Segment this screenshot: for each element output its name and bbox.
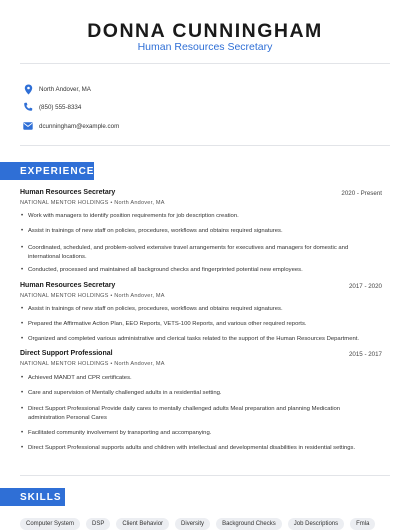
job-dates: 2020 - Present	[341, 190, 382, 197]
job-dates: 2015 - 2017	[348, 351, 382, 358]
location-text: North Andover, MA	[39, 85, 91, 93]
phone-text: (850) 555-8334	[39, 103, 82, 111]
bullet-item: • Assist in trainings of new staff on policies, procedures, workflows and obtains required signatures.	[20, 227, 382, 236]
company-name: NATIONAL MENTOR HOLDINGS	[20, 293, 109, 299]
skill-chip: Fmla	[350, 518, 375, 530]
company-name: NATIONAL MENTOR HOLDINGS	[20, 361, 109, 367]
divider	[20, 145, 390, 146]
job-company	[20, 361, 165, 367]
divider	[20, 475, 390, 476]
bullet-item: • Direct Support Professional supports adults and children with intellectual and developmental disabilities in residential settings.	[20, 444, 382, 453]
bullet-item: • Conducted, processed and maintained all background checks and fingerprinted potential new employees.	[20, 266, 382, 275]
bullet-item: • Achieved MANDT and CPR certificates.	[20, 374, 382, 383]
contact-location	[22, 82, 91, 96]
bullet-item: • Organized and completed various administrative and clerical tasks related to the support of the Human Resources Department.	[20, 335, 382, 344]
bullet-item: • Direct Support Professional Provide daily cares to mentally challenged adults Meal preparation and planning Medication	[20, 405, 382, 414]
bullet-item: • Facilitated community involvement by transporting and accompanying.	[20, 429, 382, 438]
bullet-item: • Assist in trainings of new staff on policies, procedures, workflows and obtains required signatures.	[20, 305, 382, 314]
job-title: Human Resources Secretary	[20, 189, 116, 196]
skill-chip: Diversity	[175, 518, 210, 530]
bullet-item: • Care and supervision of Mentally challenged adults in a residential setting.	[20, 389, 382, 398]
bullet-item: • Prepared the Affirmative Action Plan, EEO Reports, VETS-100 Reports, and various other required reports.	[20, 320, 382, 329]
contact-email	[22, 119, 119, 133]
company-location: • North Andover, MA	[110, 361, 165, 367]
email-text[interactable]: dcunningham@example.com	[39, 122, 120, 130]
job-company	[20, 293, 165, 299]
skill-chip: Computer System	[20, 518, 80, 530]
job-title: Human Resources Secretary	[20, 282, 116, 289]
skill-chip: Job Descriptions	[288, 518, 344, 530]
company-location: • North Andover, MA	[110, 200, 165, 206]
contact-phone	[22, 100, 81, 114]
skill-chip: Client Behavior	[116, 518, 169, 530]
bullet-item-continuation: international locations.	[28, 254, 87, 260]
candidate-title: Human Resources Secretary	[137, 41, 273, 53]
job-dates: 2017 - 2020	[348, 283, 382, 290]
bullet-item-continuation: administration Personal Cares	[28, 415, 107, 421]
location-pin-icon	[22, 83, 34, 95]
bullet-item: • Work with managers to identify position requirements for job description creation.	[20, 212, 382, 221]
company-name: NATIONAL MENTOR HOLDINGS	[20, 200, 109, 206]
bullet-item: • Coordinated, scheduled, and problem-solved extensive travel arrangements for executives and managers for domestic and	[20, 244, 382, 253]
experience-entry	[20, 282, 382, 346]
skills-list	[20, 518, 375, 530]
section-header-experience: EXPERIENCE	[0, 162, 94, 180]
company-location: • North Andover, MA	[110, 293, 165, 299]
phone-icon	[22, 101, 34, 113]
job-title: Direct Support Professional	[20, 350, 113, 357]
skill-chip: Background Checks	[216, 518, 282, 530]
candidate-name: DONNA CUNNINGHAM	[87, 20, 323, 42]
divider	[20, 63, 390, 64]
experience-entry	[20, 189, 382, 285]
job-company	[20, 200, 165, 206]
skill-chip: DSP	[86, 518, 110, 530]
experience-entry	[20, 350, 382, 460]
section-header-skills: SKILLS	[0, 488, 65, 506]
envelope-icon	[22, 120, 34, 132]
